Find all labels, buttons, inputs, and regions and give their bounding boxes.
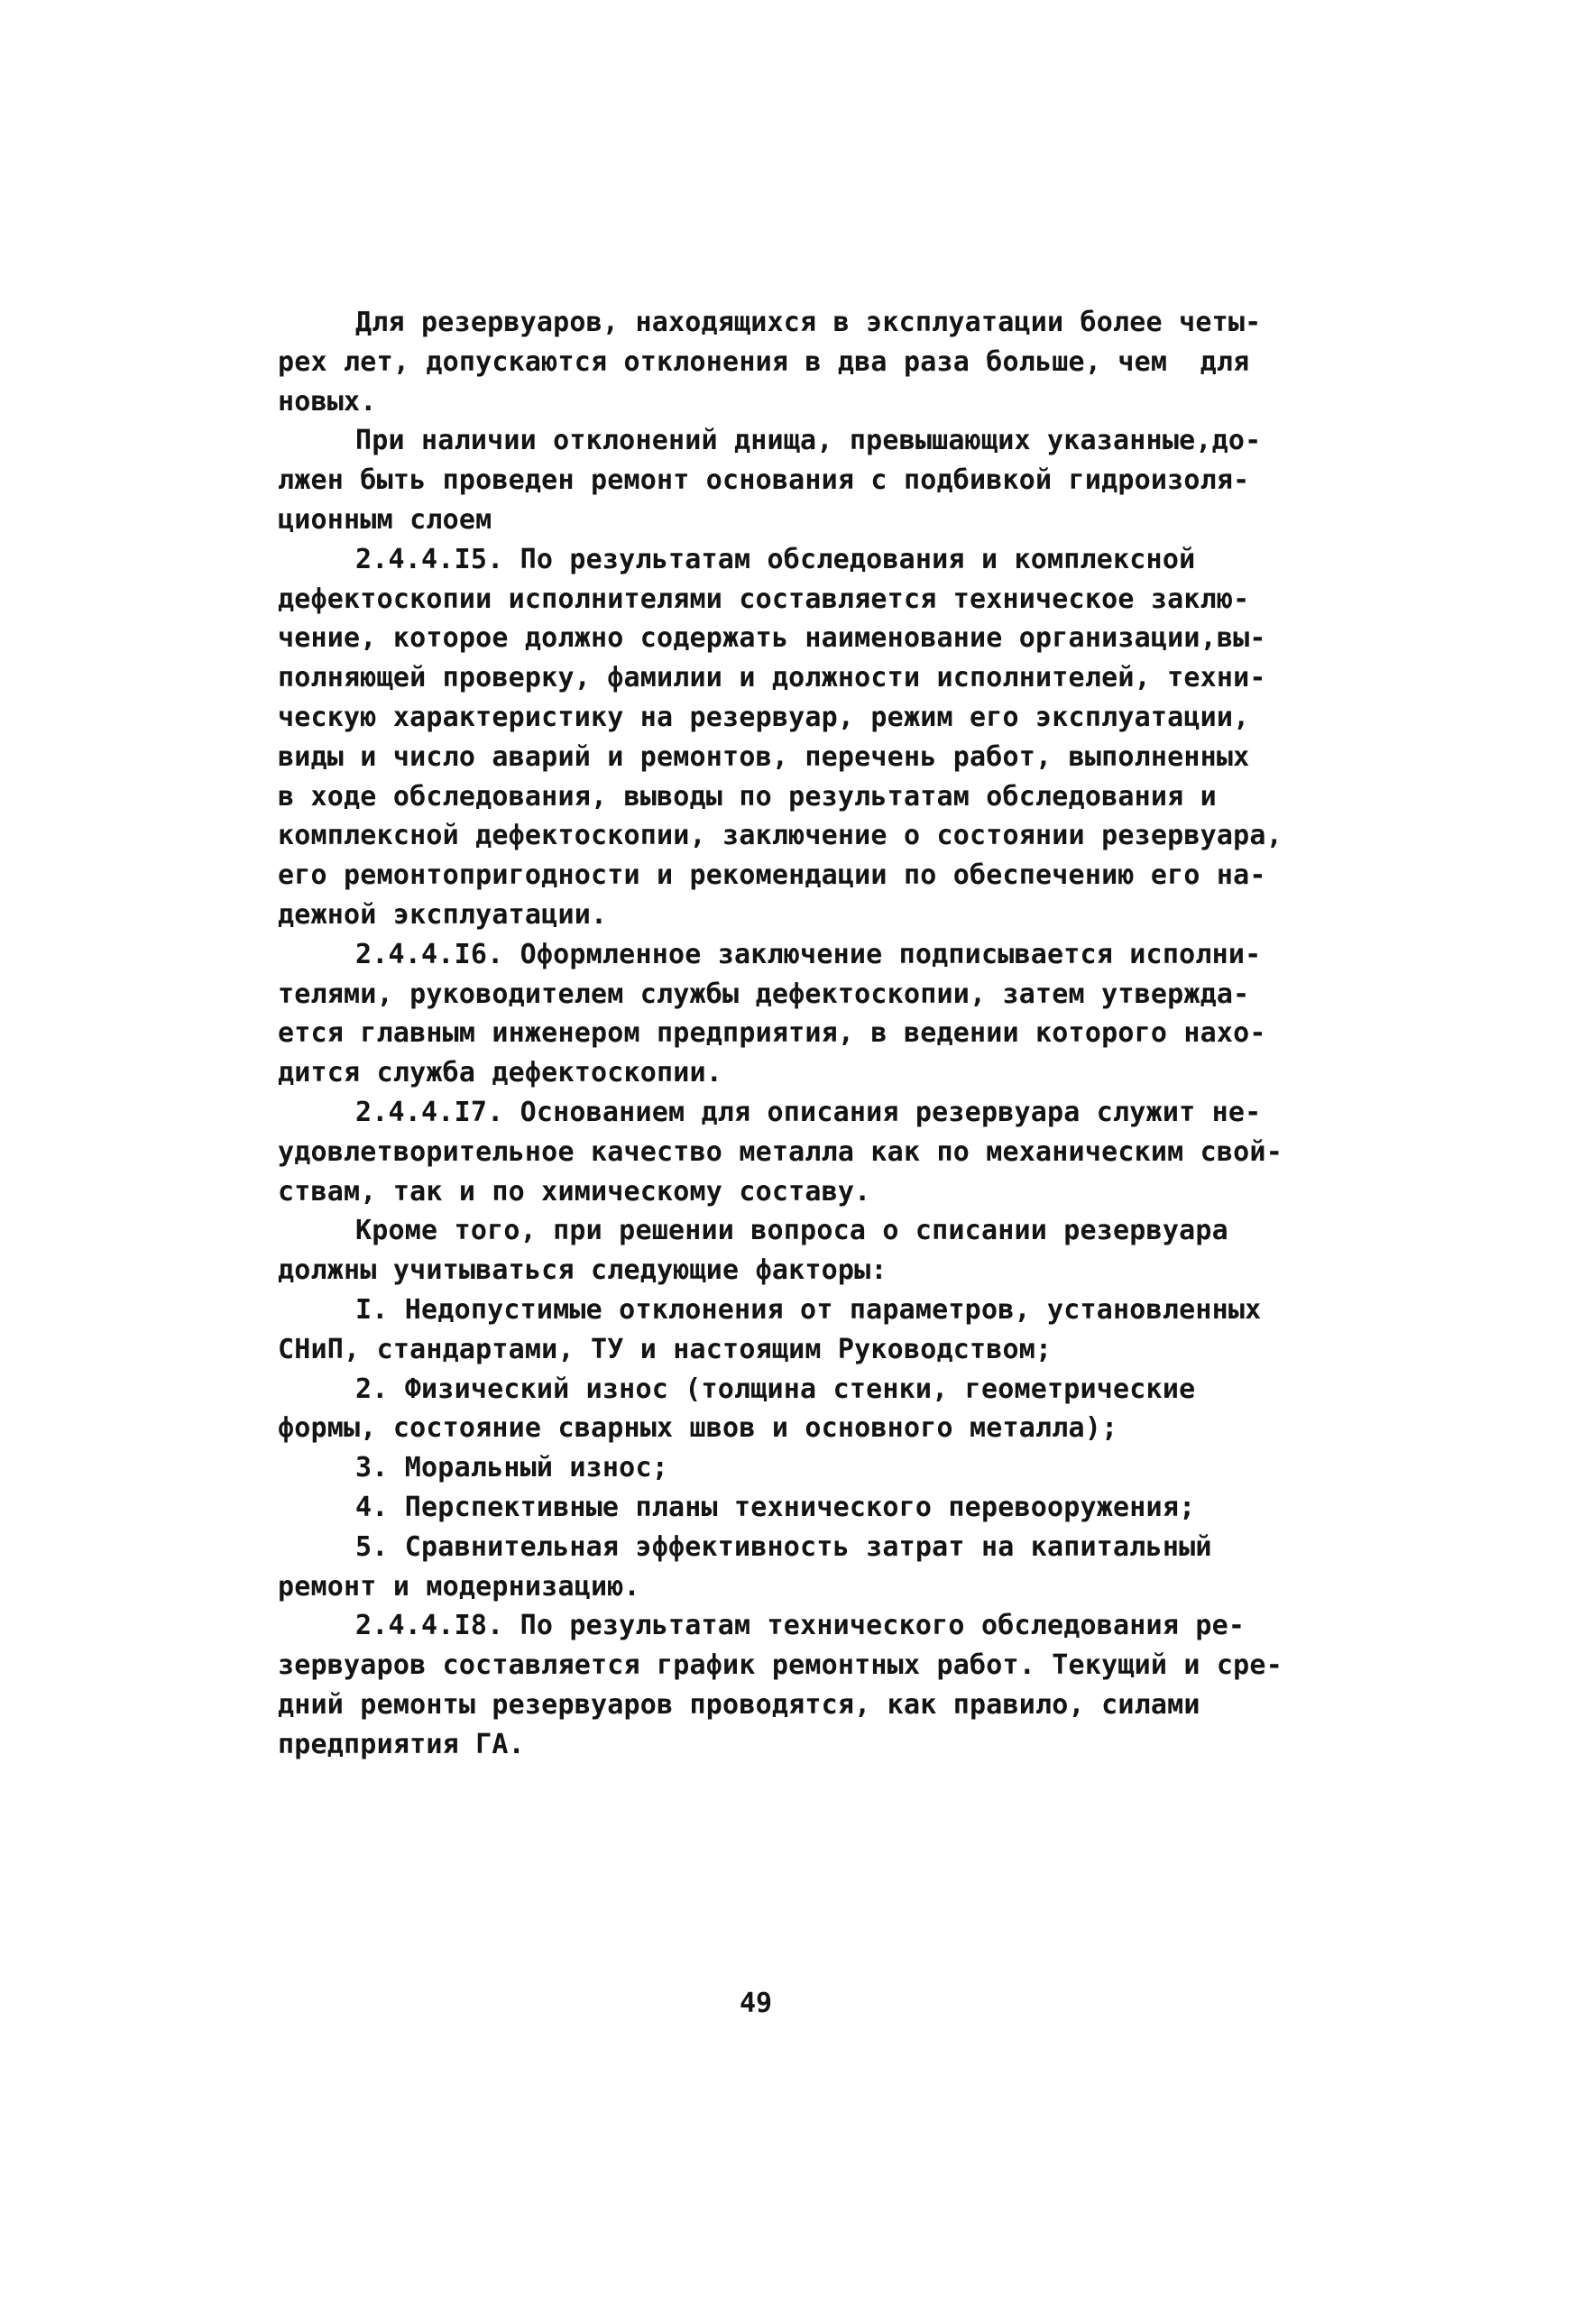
text-line: 2.4.4.I5. По результатам обследования и комплексной: [355, 543, 1196, 575]
text-line: дежной эксплуатации.: [278, 898, 608, 931]
text-line: удовлетворительное качество металла как по механическим свой-: [278, 1135, 1283, 1168]
text-line: ческую характеристику на резервуар, режим его эксплуатации,: [278, 701, 1250, 733]
text-line: 2.4.4.I6. Оформленное заключение подписывается исполни-: [355, 938, 1262, 970]
text-line: предприятия ГА.: [278, 1728, 525, 1760]
text-line: I. Недопустимые отклонения от параметров, установленных: [355, 1293, 1262, 1326]
text-line: рех лет, допускаются отклонения в два раза больше, чем для: [278, 345, 1250, 378]
text-line: 2. Физический износ (толщина стенки, геометрические: [355, 1373, 1196, 1405]
text-line: дефектоскопии исполнителями составляется техническое заклю-: [278, 583, 1250, 615]
body-text: [278, 303, 1324, 1764]
text-line: При наличии отклонений днища, превышающих указанные,до-: [355, 425, 1262, 457]
text-line: формы, состояние сварных швов и основного металла);: [278, 1412, 1118, 1445]
text-line: в ходе обследования, выводы по результатам обследования и: [278, 780, 1217, 813]
text-line: телями, руководителем службы дефектоскопии, затем утвержда-: [278, 978, 1250, 1010]
text-line: ствам, так и по химическому составу.: [278, 1175, 871, 1208]
text-line: Кроме того, при решении вопроса о списании резервуара: [355, 1215, 1228, 1247]
text-line: 2.4.4.I8. По результатам технического обследования ре-: [355, 1610, 1246, 1642]
text-line: виды и число аварий и ремонтов, перечень работ, выполненных: [278, 740, 1250, 773]
page-number: 49: [739, 1988, 773, 2019]
text-line: 4. Перспективные планы технического перевооружения;: [355, 1491, 1196, 1523]
text-line: Для резервуаров, находящихся в эксплуатации более четы-: [355, 307, 1262, 338]
text-line: ремонт и модернизацию.: [278, 1570, 640, 1603]
text-line: ционным слоем: [278, 503, 492, 536]
text-line: СНиП, стандартами, ТУ и настоящим Руководством;: [278, 1333, 1053, 1365]
text-line: зервуаров составляется график ремонтных работ. Текущий и сре-: [278, 1649, 1283, 1682]
text-line: полняющей проверку, фамилии и должности исполнителей, техни-: [278, 662, 1266, 694]
text-line: новых.: [278, 385, 377, 418]
text-line: дний ремонты резервуаров проводятся, как правило, силами: [278, 1688, 1200, 1721]
text-line: комплексной дефектоскопии, заключение о состоянии резервуара,: [278, 820, 1283, 852]
text-line: ется главным инженером предприятия, в ведении которого нахо-: [278, 1017, 1266, 1050]
text-line: чение, которое должно содержать наименование организации,вы-: [278, 622, 1266, 655]
text-line: 5. Сравнительная эффективность затрат на капитальный: [355, 1530, 1212, 1563]
text-line: дится служба дефектоскопии.: [278, 1057, 723, 1089]
text-line: 2.4.4.I7. Основанием для описания резервуара служит не-: [355, 1096, 1262, 1128]
text-line: должны учитываться следующие факторы:: [278, 1254, 887, 1287]
text-line: 3. Моральный износ;: [355, 1452, 668, 1484]
text-line: его ремонтопригодности и рекомендации по обеспечению его на-: [278, 859, 1266, 892]
text-line: лжен быть проведен ремонт основания с подбивкой гидроизоля-: [278, 464, 1250, 497]
